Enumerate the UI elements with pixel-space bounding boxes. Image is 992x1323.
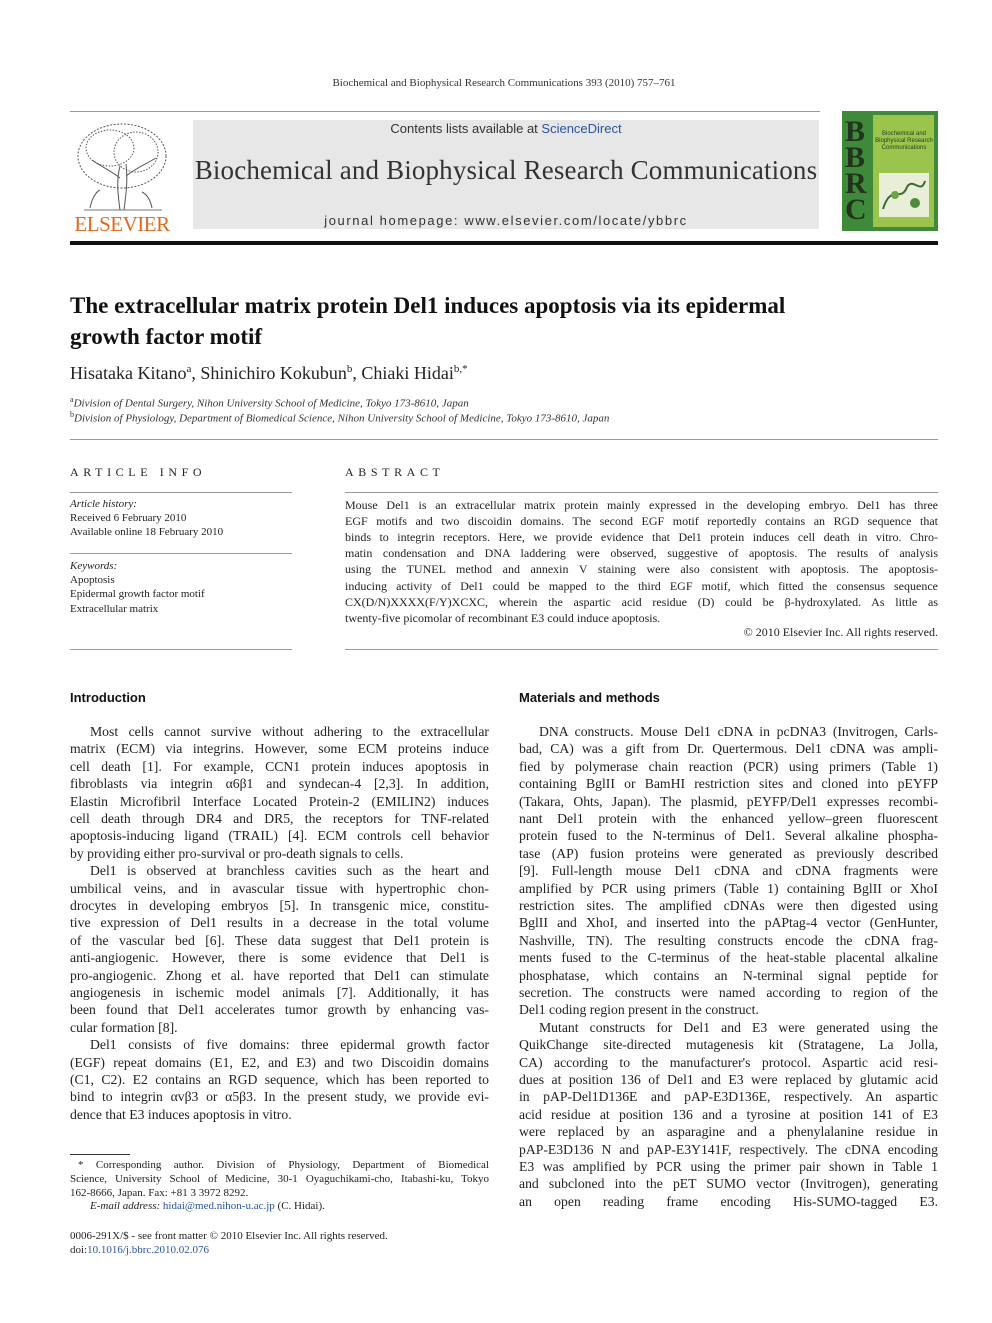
methods-line: DNA constructs. Mouse Del1 cDNA in pcDNA3 (Invitrogen, Carls-	[539, 724, 938, 739]
journal-title: Biochemical and Biophysical Research Communications	[194, 155, 818, 185]
introduction-line: of the vascular bed [6]. These data suggest that Del1 protein is	[70, 932, 489, 948]
methods-line: and subcloned into the pET SUMO vector (Invitrogen), generating	[519, 1176, 938, 1192]
journal-homepage-link[interactable]: journal homepage: www.elsevier.com/locate/ybbrc	[324, 213, 688, 228]
affiliation	[70, 395, 469, 410]
methods-line: bad, CA) was a gift from Dr. Quertermous. Del1 cDNA was ampli-	[519, 741, 938, 757]
abstract-line: using the TUNEL method and annexin V staining were also consistent with apoptosis. The apoptosis-	[345, 562, 938, 577]
journal-citation: Biochemical and Biophysical Research Communications 393 (2010) 757–761	[332, 77, 676, 89]
methods-line: containing BglII or BamHI restriction sites and cloned into pEYFP	[519, 776, 938, 792]
article-title-line: growth factor motif	[70, 324, 263, 349]
abstract-line: Mouse Del1 is an extracellular matrix protein mainly expressed in the developing embryo. Del1 has three	[345, 498, 938, 512]
journal-cover-thumbnail	[842, 111, 938, 231]
article-info-heading: ARTICLE INFO	[70, 465, 207, 479]
section-rule	[70, 439, 938, 440]
article-title-line: The extracellular matrix protein Del1 induces apoptosis via its epidermal	[70, 293, 786, 318]
introduction-line: matrix (ECM) via integrins. However, some ECM proteins induce	[70, 741, 489, 757]
abstract-line: EGF motifs and two discoidin domains. The second EGF motif reportedly contains an RGD sequence that	[345, 514, 938, 529]
methods-line: acid residue at position 136 and a tyrosine at position 141 of E3	[519, 1106, 938, 1122]
footnote-line: 162-8666, Japan. Fax: +81 3 3972 8292.	[70, 1187, 249, 1199]
methods-line: Nashville, TN). The resulting constructs encode the cDNA frag-	[519, 932, 938, 948]
cover-panel	[873, 115, 934, 227]
introduction-line: Most cells cannot survive without adhering to the extracellular	[90, 724, 489, 739]
introduction-heading: Introduction	[70, 690, 146, 705]
info-rule	[70, 492, 292, 493]
elsevier-wordmark: ELSEVIER	[74, 212, 170, 236]
methods-line: Del1 coding region present in the construct.	[519, 1002, 759, 1018]
info-rule	[70, 553, 292, 554]
introduction-line: (C1, C2). E2 contains an RGD sequence, which has been reported to	[70, 1072, 489, 1087]
contents-line	[193, 121, 819, 136]
methods-line: an open reading frame encoding His-SUMO-tagged E3.	[519, 1193, 938, 1209]
online-date: Available online 18 February 2010	[70, 526, 224, 538]
introduction-line: Elastin Microfibril Interface Located Protein-2 (EMILIN2) induces	[70, 793, 489, 809]
abstract-rule	[345, 492, 938, 493]
introduction-line: cell death [1]. For example, CCN1 protein induces apoptosis in	[70, 758, 489, 774]
keyword: Extracellular matrix	[70, 603, 159, 615]
methods-line: phosphatase, which contains an N-terminal signal peptide for	[519, 967, 938, 983]
introduction-line: anti-angiogenic. However, there is some evidence that Del1 is	[70, 950, 489, 966]
cover-letter: R	[845, 167, 867, 200]
author-affil-mark: a	[186, 363, 192, 375]
sciencedirect-link[interactable]: ScienceDirect	[541, 121, 622, 136]
issn-line: 0006-291X/$ - see front matter © 2010 Elsevier Inc. All rights reserved.	[70, 1230, 388, 1242]
methods-line: [9]. Full-length mouse Del1 cDNA and cDNA fragments were	[519, 863, 938, 879]
author-name: Hisataka Kitano	[70, 363, 187, 383]
abstract-line: twenty-five picomolar of recombinant E3 could induce apoptosis.	[345, 610, 661, 625]
email-label: E-mail address:	[90, 1200, 161, 1212]
keyword: Epidermal growth factor motif	[70, 588, 205, 600]
footnote-line: * Corresponding author. Division of Physiology, Department of Biomedical	[78, 1159, 489, 1171]
methods-line: restriction sites. The amplified cDNAs were then digested using	[519, 898, 938, 913]
methods-line: dues at position 136 of Del1 and E3 were replaced by glutamic acid	[519, 1072, 938, 1087]
methods-line: fied by polymerase chain reaction (PCR) using primers (Table 1)	[519, 758, 938, 774]
introduction-line: cular formation [8].	[70, 1019, 178, 1035]
affiliation	[70, 410, 609, 425]
email-link[interactable]: hidai@med.nihon-u.ac.jp	[162, 1200, 275, 1212]
info-rule	[70, 649, 292, 650]
methods-line: BglII and XhoI, and inserted into the pAPtag-4 vector (GenHunter,	[519, 915, 938, 931]
introduction-line: Del1 consists of five domains: three epidermal growth factor	[90, 1037, 489, 1053]
cover-letter: C	[845, 193, 867, 226]
author-name: Shinichiro Kokubun	[200, 363, 347, 383]
author-list: Hisataka Kitano$^a$, Shinichiro Kokubun$^b$, Chiaki Hidai$^{b,*}$	[70, 363, 468, 383]
introduction-line: tive expression of Del1 results in a decrease in the total volume	[70, 915, 489, 931]
introduction-line: apoptosis-inducing ligand (TRAIL) [4]. ECM controls cell behavior	[70, 828, 489, 844]
contents-prefix: Contents lists available at	[390, 121, 542, 136]
article-title	[70, 290, 930, 352]
introduction-line: bind to integrin αvβ3 or α5β3. In the present study, we provide evi-	[70, 1089, 489, 1105]
header-thick-rule	[70, 241, 938, 245]
doi-link[interactable]: 10.1016/j.bbrc.2010.02.076	[87, 1244, 210, 1256]
methods-line: protein fused to the N-terminus of Del1. Several alkaline phospha-	[519, 828, 938, 844]
email-line	[90, 1200, 325, 1212]
introduction-line: Del1 is observed at branchless cavities such as the heart and	[90, 863, 489, 879]
methods-line: nant Del1 protein with the enhanced yellow–green fluorescent	[519, 811, 938, 826]
introduction-line: dence that E3 induces apoptosis in vitro.	[70, 1106, 292, 1122]
abstract-line: CX(D/N)XXXX(F/Y)XCXC, wherein the aspartic acid residue (D) could be β-hydroxylated. As little as	[345, 594, 938, 609]
cover-letter: B	[845, 115, 866, 148]
keywords-label: Keywords:	[70, 560, 118, 572]
author-name: Chiaki Hidai	[361, 363, 454, 383]
header-rule	[70, 111, 820, 112]
introduction-line: pro-angiogenic. Zhong et al. have reported that Del1 can stimulate	[70, 967, 489, 983]
methods-line: QuikChange site-directed mutagenesis kit (Stratagene, La Jolla,	[519, 1037, 938, 1053]
methods-line: secretion. The constructs were named according to region of the	[519, 985, 938, 1000]
methods-line: amplified by PCR using primers (Table 1) containing BglII or XhoI	[519, 880, 938, 896]
cover-illustration-icon	[879, 173, 929, 217]
abstract-heading: ABSTRACT	[345, 465, 445, 479]
methods-line: (Takara, Ohts, Japan). The plasmid, pEYFP/Del1 expresses recombi-	[519, 793, 938, 809]
footnote-line: Science, University School of Medicine, 30-1 Oyaguchikami-cho, Itabashi-ku, Tokyo	[70, 1173, 489, 1185]
introduction-line: been found that Del1 accelerates tumor growth by enhancing vas-	[70, 1002, 489, 1018]
introduction-line: cell death through DR4 and DR5, the receptors for TNF-related	[70, 811, 489, 826]
author-affil-mark: b	[346, 363, 353, 375]
email-suffix: (C. Hidai).	[277, 1200, 325, 1212]
doi-prefix: doi:	[70, 1244, 88, 1256]
introduction-line: by providing either pro-survival or pro-death signals to cells.	[70, 845, 404, 861]
article-history-label: Article history:	[70, 498, 137, 510]
methods-line: tase (AP) fusion proteins were generated as previously described	[519, 845, 938, 861]
keyword: Apoptosis	[70, 574, 115, 586]
doi-line	[70, 1244, 209, 1256]
methods-line: Mutant constructs for Del1 and E3 were generated using the	[539, 1019, 938, 1035]
methods-line: ments fused to the C-terminus of the heat-stable placental alkaline	[519, 950, 938, 966]
copyright-notice: © 2010 Elsevier Inc. All rights reserved.	[743, 625, 938, 639]
abstract-line: matin condensation and DNA laddering were observed, suggestive of apoptosis. The results of analysis	[345, 546, 938, 561]
methods-line: were replaced by an asparagine and a phenylalanine residue in	[519, 1124, 938, 1140]
methods-line: CA) according to the manufacturer's protocol. Aspartic acid resi-	[519, 1054, 938, 1070]
methods-line: E3 was amplified by PCR using the primer pair shown in Table 1	[519, 1159, 938, 1174]
affiliation-text: Division of Dental Surgery, Nihon University School of Medicine, Tokyo 173-8610, Japan	[73, 397, 469, 410]
cover-title: Biochemical and Biophysical Research Communications	[875, 131, 933, 151]
abstract-rule	[345, 649, 938, 650]
abstract-line: inducing activity of Del1 could be mapped to the third EGF motif, which fitted the consensus sequence	[345, 578, 938, 593]
abstract-line: binds to integrin receptors. Here, we provide evidence that Del1 protein induces cell death in vitro. Chro-	[345, 530, 938, 545]
cover-letter: B	[845, 141, 866, 174]
received-date: Received 6 February 2010	[70, 512, 187, 524]
methods-line: pAP-E3D136 N and pAP-E3Y141F, respectively. The cDNA encoding	[519, 1141, 938, 1157]
introduction-line: drocytes in developing embryos [5]. In transgenic mice, constitu-	[70, 898, 489, 913]
introduction-line: umbilical veins, and in avascular tissue with hypertrophic chon-	[70, 880, 489, 896]
author-affil-mark: b,*	[453, 363, 468, 375]
introduction-line: (EGF) repeat domains (E1, E2, and E3) and two Discoidin domains	[70, 1054, 489, 1070]
affiliation-text: Division of Physiology, Department of Biomedical Science, Nihon University School of Medicine, Tokyo 173-8610, Japan	[74, 412, 610, 425]
footnote-rule	[70, 1154, 130, 1155]
methods-heading: Materials and methods	[519, 690, 660, 705]
introduction-line: angiogenesis in ischemic model animals [7]. Additionally, it has	[70, 985, 489, 1000]
affiliation-mark: b	[70, 410, 74, 419]
affiliation-mark: a	[70, 395, 74, 404]
introduction-line: fibroblasts via integrin α6β1 and syndecan-4 [2,3]. In addition,	[70, 776, 489, 792]
methods-line: in pAP-Del1D136E and pAP-E3D136E, respectively. An aspartic	[519, 1089, 938, 1105]
